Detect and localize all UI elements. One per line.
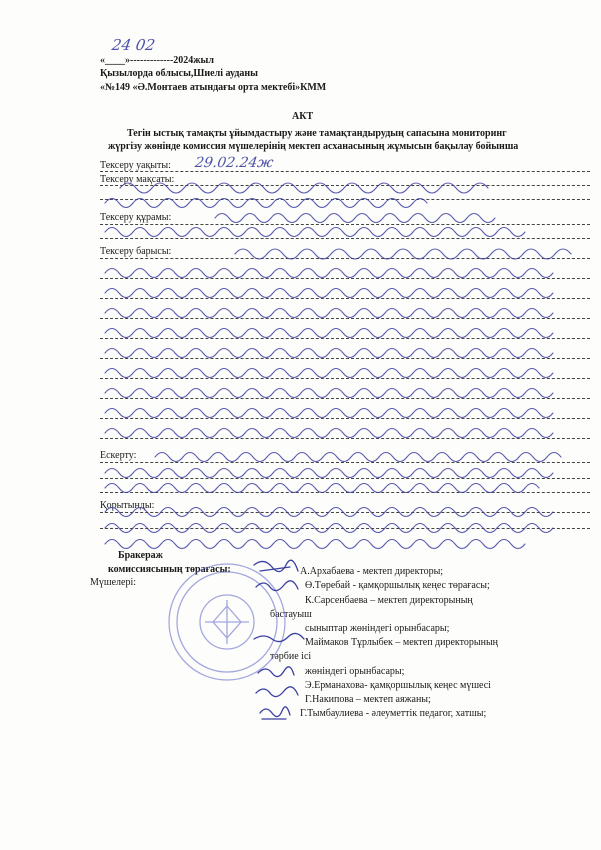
note-label: Ескерту: bbox=[100, 450, 137, 461]
process-label: Тексеру барысы: bbox=[100, 246, 172, 257]
member-3c: жөніндегі орынбасары; bbox=[305, 666, 405, 677]
school-line: «№149 «Ә.Монтаев атындағы орта мектебі»КММ bbox=[100, 82, 327, 93]
members-label: Тексеру құрамы: bbox=[100, 212, 172, 223]
commission-label-2: комиссиясының төрағасы: bbox=[108, 564, 231, 575]
subtitle-line-2: жүргізу жөнінде комиссия мүшелерінің мектеп асханасының жұмысын бақылау бойынша bbox=[108, 141, 519, 152]
purpose-label: Тексеру мақсаты: bbox=[100, 174, 175, 185]
member-3a: Маймаков Тұрлыбек – мектеп директорының bbox=[305, 637, 499, 648]
member-chair: А.Архабаева - мектеп директоры; bbox=[300, 566, 444, 577]
time-label: Тексеру уақыты: bbox=[100, 160, 171, 171]
member-4: Э.Ерманахова- қамқоршылық кеңес мүшесі bbox=[305, 680, 491, 691]
member-5: Г.Накипова – мектеп аяжаны; bbox=[305, 694, 431, 705]
subtitle-line-1: Тегін ыстық тамақты ұйымдастыру және тамақтандырудың сапасына мониторинг bbox=[127, 128, 507, 139]
commission-label-1: Бракераж bbox=[118, 550, 163, 561]
region-line: Қызылорда облысы,Шиелі ауданы bbox=[100, 68, 258, 79]
member-1: Ө.Төребай - қамқоршылық кеңес төрағасы; bbox=[305, 580, 490, 591]
conclusion-label: Қорытынды: bbox=[100, 500, 155, 511]
signature-icon bbox=[250, 555, 310, 735]
time-handwritten: 29.02.24ж bbox=[193, 155, 275, 171]
date-handwritten: 24 02 bbox=[110, 36, 157, 54]
members-heading: Мүшелері: bbox=[90, 577, 137, 588]
doc-title: АКТ bbox=[292, 111, 314, 122]
date-line: «____»-------------2024жыл bbox=[100, 55, 214, 66]
handwriting-scribbles bbox=[95, 170, 595, 560]
member-6: Г.Тымбаулиева - әлеуметтік педагог, хатшы; bbox=[300, 708, 487, 719]
member-2b: бастауыш bbox=[270, 609, 312, 620]
member-2c: сыныптар жөніндегі орынбасары; bbox=[305, 623, 450, 634]
member-3b: тәрбие ісі bbox=[270, 651, 312, 662]
member-2a: К.Сарсенбаева – мектеп директорының bbox=[305, 595, 473, 606]
